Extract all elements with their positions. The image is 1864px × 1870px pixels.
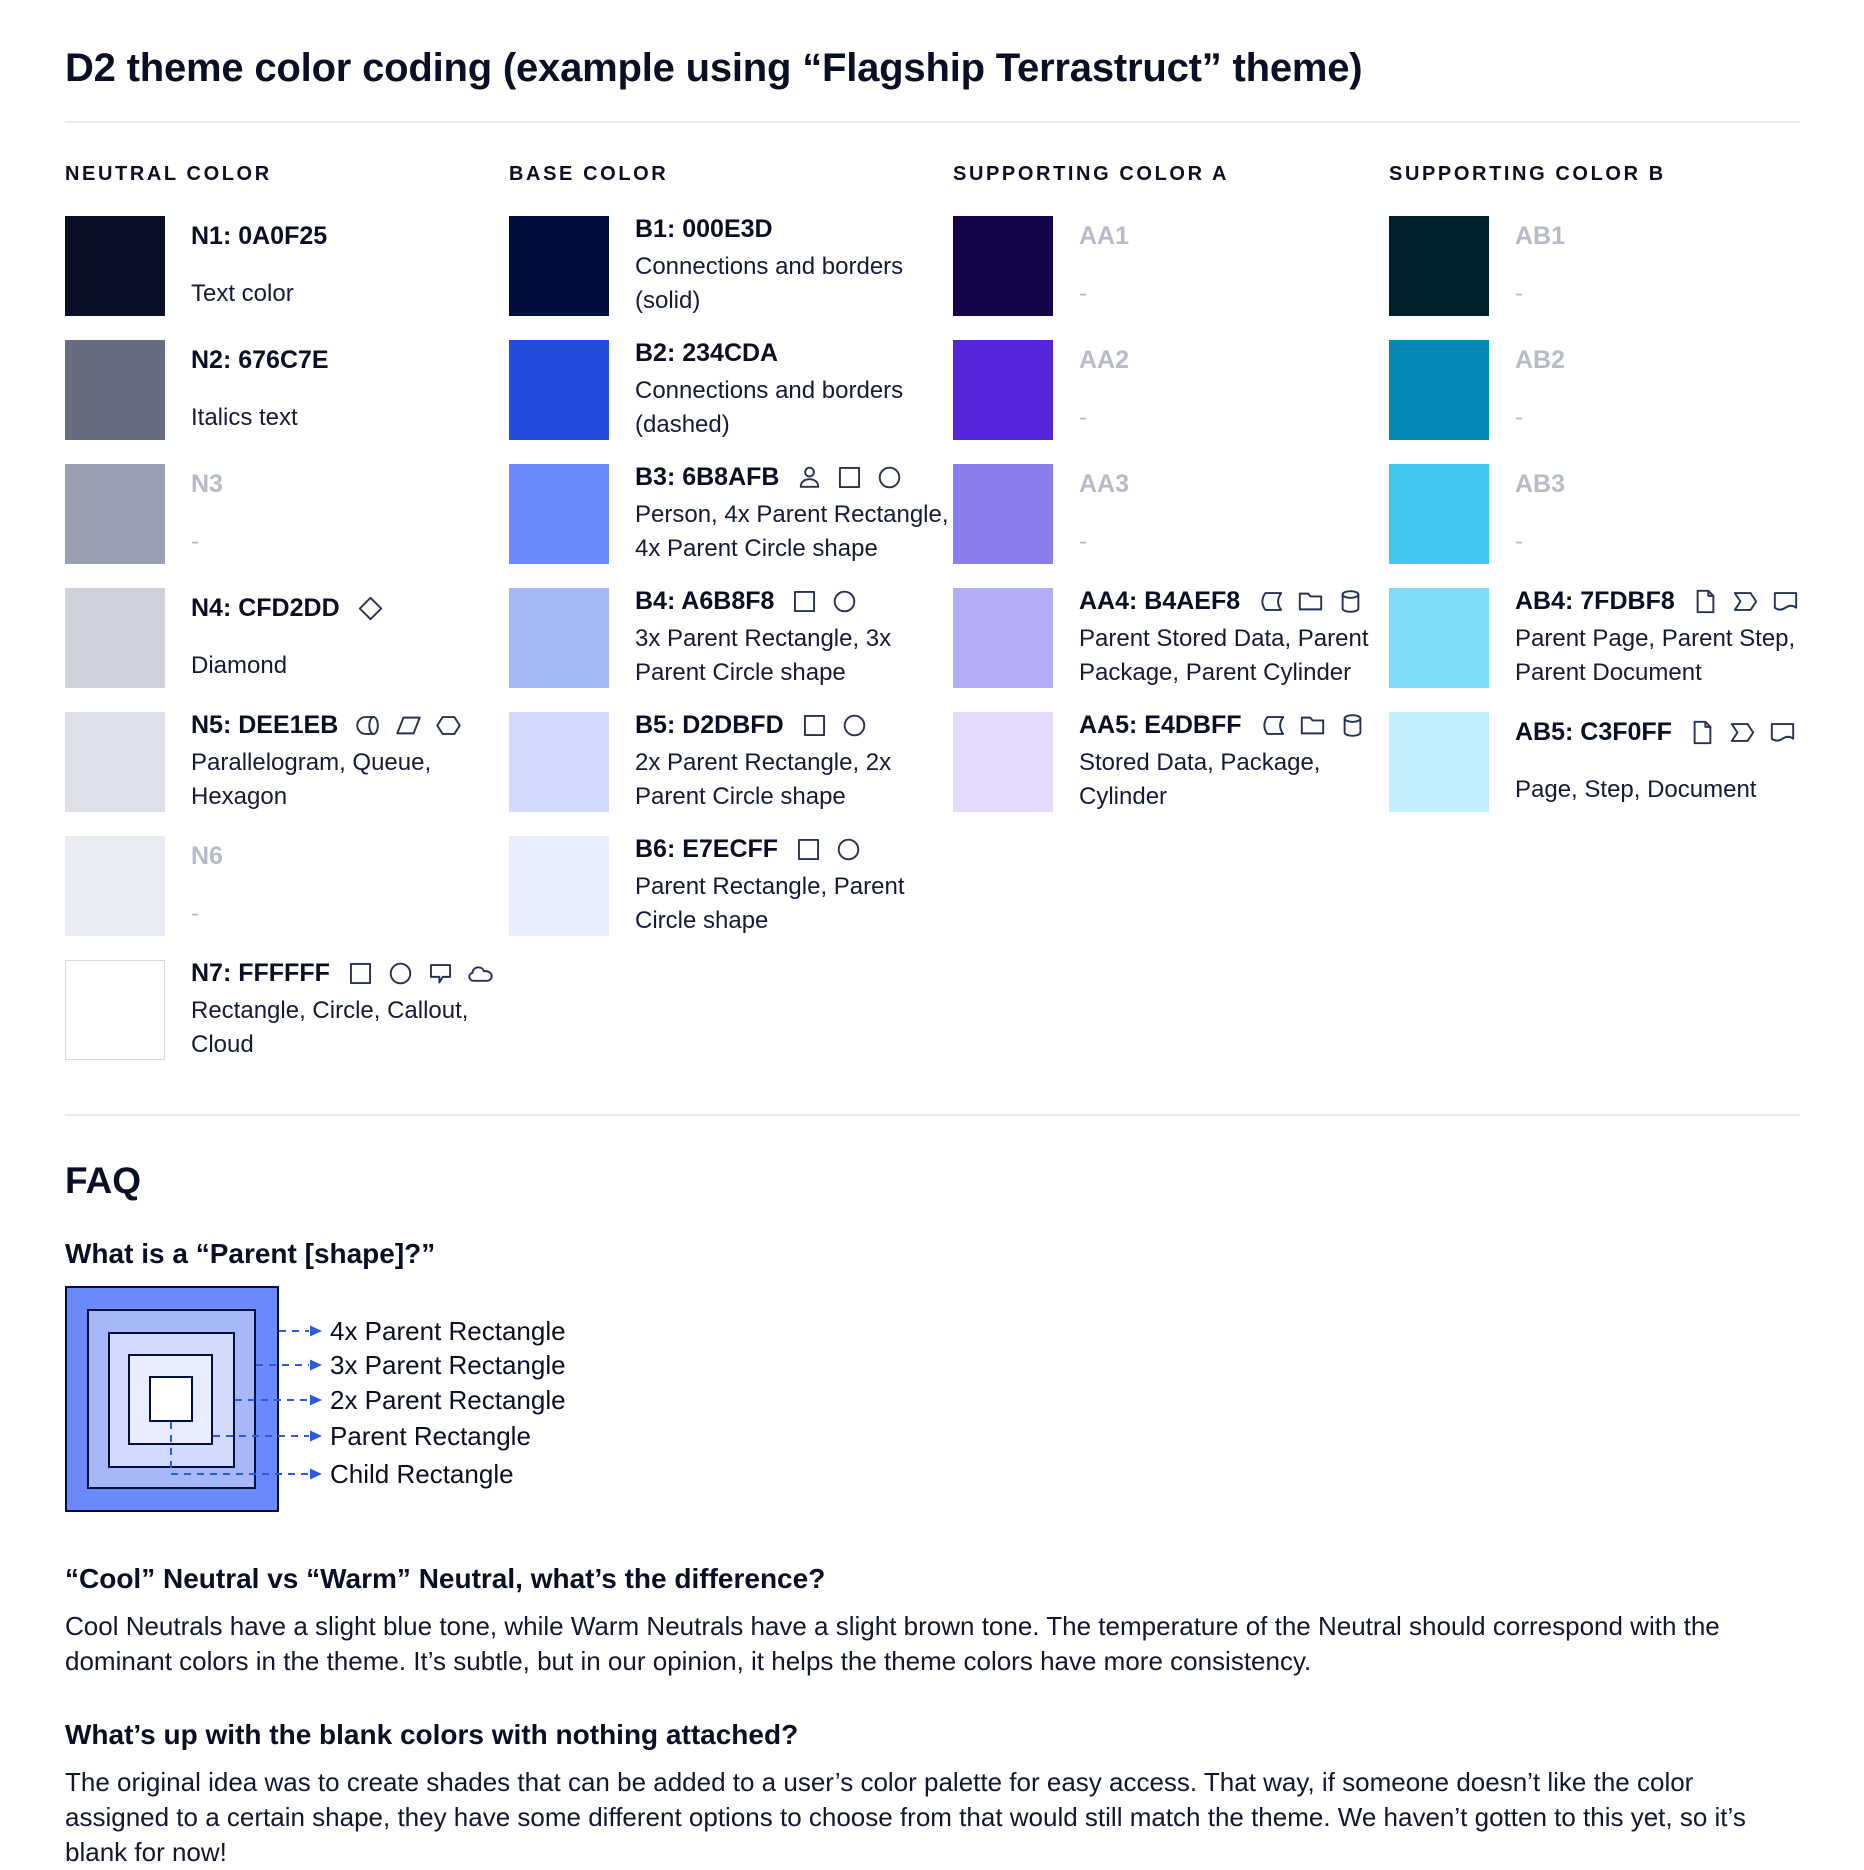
swatch-row: [509, 588, 953, 688]
document-icon: [1769, 719, 1796, 746]
color-swatch: [65, 216, 165, 316]
swatch-row: [65, 836, 509, 936]
swatch-description: Parallelogram, Queue, Hexagon: [191, 749, 432, 810]
swatch-description: 3x Parent Rectangle, 3x Parent Circle shape: [635, 625, 892, 686]
swatch-label: B3: 6B8AFB: [635, 463, 780, 492]
swatch-text: [1515, 587, 1800, 688]
swatch-label: B5: D2DBFD: [635, 711, 784, 740]
swatch-row: [953, 712, 1389, 812]
swatch-label: B2: 234CDA: [635, 339, 779, 368]
faq-q1-heading: What is a “Parent [shape]?”: [65, 1238, 436, 1269]
page-icon: [1689, 719, 1716, 746]
swatch-label: AA1: [1079, 221, 1130, 250]
swatch-text: [191, 594, 384, 682]
swatch-row: [1389, 216, 1800, 316]
document-icon: [1772, 588, 1799, 615]
nested-rectangles-svg: [65, 1286, 625, 1523]
faq-q2-heading: “Cool” Neutral vs “Warm” Neutral, what’s the difference?: [65, 1563, 826, 1594]
swatch-title-row: [1079, 346, 1129, 375]
swatch-row: [65, 464, 509, 564]
swatch-text: [191, 711, 509, 812]
swatch-description: Parent Rectangle, Parent Circle shape: [635, 873, 905, 934]
swatch-text: [1515, 346, 1565, 434]
faq-title: FAQ: [65, 1160, 142, 1201]
arrowhead-icon: [310, 1431, 322, 1442]
palette-column: [65, 163, 509, 1084]
swatch-text: [635, 339, 953, 440]
color-swatch: [509, 216, 609, 316]
package-icon: [1299, 712, 1326, 739]
hexagon-icon: [435, 712, 462, 739]
package-icon: [1297, 588, 1324, 615]
rectangle-icon: [836, 464, 863, 491]
cloud-icon: [467, 960, 494, 987]
arrowhead-icon: [310, 1326, 322, 1337]
swatch-description: -: [1515, 279, 1523, 307]
swatch-label: AA4: B4AEF8: [1079, 587, 1241, 616]
swatch-text: [1515, 222, 1565, 310]
swatch-text: [1079, 222, 1129, 310]
diagram-label: 3x Parent Rectangle: [330, 1350, 566, 1380]
arrowhead-icon: [310, 1469, 322, 1480]
swatch-title-row: [1079, 222, 1129, 251]
swatch-title-row: [191, 346, 329, 375]
swatch-title-row: [191, 842, 223, 871]
circle-icon: [876, 464, 903, 491]
swatch-row: [953, 588, 1389, 688]
swatch-row: [1389, 588, 1800, 688]
swatch-row: [65, 340, 509, 440]
swatch-row: [65, 588, 509, 688]
swatch-row: [953, 340, 1389, 440]
color-swatch: [1389, 588, 1489, 688]
swatch-label: N5: DEE1EB: [191, 711, 339, 740]
diagram-label: 2x Parent Rectangle: [330, 1385, 566, 1415]
column-header: SUPPORTING COLOR A: [953, 163, 1230, 185]
diagram-label: 4x Parent Rectangle: [330, 1316, 566, 1346]
swatch-title-row: [635, 835, 953, 864]
swatch-title-row: [1079, 587, 1389, 616]
swatch-title-row: [191, 470, 223, 499]
color-swatch: [509, 836, 609, 936]
color-swatch: [509, 340, 609, 440]
rectangle-icon: [791, 588, 818, 615]
color-swatch: [509, 588, 609, 688]
swatch-description: Stored Data, Package, Cylinder: [1079, 749, 1321, 810]
swatch-row: [1389, 340, 1800, 440]
swatch-title-row: [1515, 587, 1800, 616]
color-swatch: [65, 340, 165, 440]
swatch-label: B1: 000E3D: [635, 215, 773, 244]
swatch-description: Italics text: [191, 403, 298, 431]
diagram-label: Child Rectangle: [330, 1459, 514, 1489]
swatch-title-row: [1515, 470, 1565, 499]
color-swatch: [509, 464, 609, 564]
swatch-title-row: [635, 215, 953, 244]
swatch-title-row: [1079, 711, 1389, 740]
parallelogram-icon: [395, 712, 422, 739]
swatch-title-row: [191, 959, 509, 988]
column-header: SUPPORTING COLOR B: [1389, 163, 1666, 185]
swatch-label: N2: 676C7E: [191, 345, 329, 374]
swatch-row: [65, 216, 509, 316]
shape-icons: [347, 960, 494, 987]
swatch-label: AA5: E4DBFF: [1079, 711, 1242, 740]
swatch-description: Connections and borders (dashed): [635, 377, 904, 438]
swatch-title-row: [191, 594, 384, 623]
faq-section: [65, 1160, 1800, 1870]
swatch-row: [65, 712, 509, 812]
palette-column: [509, 163, 953, 1084]
rectangle-icon: [795, 836, 822, 863]
swatch-description: -: [1079, 527, 1087, 555]
swatch-row: [953, 464, 1389, 564]
swatch-description: Person, 4x Parent Rectangle, 4x Parent Circle shape: [635, 501, 949, 562]
swatch-title-row: [1079, 470, 1129, 499]
swatch-description: Diamond: [191, 651, 288, 679]
swatch-label: N6: [191, 841, 223, 870]
color-swatch: [1389, 712, 1489, 812]
swatch-description: Parent Page, Parent Step, Parent Document: [1515, 625, 1796, 686]
color-swatch: [953, 712, 1053, 812]
stored-data-icon: [1259, 712, 1286, 739]
shape-icons: [1257, 588, 1364, 615]
swatch-text: [1515, 470, 1565, 558]
swatch-row: [509, 712, 953, 812]
color-swatch: [65, 588, 165, 688]
callout-icon: [427, 960, 454, 987]
swatch-row: [509, 340, 953, 440]
swatch-row: [509, 464, 953, 564]
parent-shape-diagram: [65, 1286, 1800, 1523]
swatch-title-row: [635, 587, 953, 616]
swatch-label: N7: FFFFFF: [191, 959, 330, 988]
color-swatch: [65, 960, 165, 1060]
diagram-rect: [150, 1377, 192, 1421]
color-swatch: [953, 464, 1053, 564]
color-swatch: [65, 464, 165, 564]
swatch-description: -: [1515, 527, 1523, 555]
swatch-label: AA2: [1079, 345, 1130, 374]
swatch-description: -: [191, 527, 199, 555]
cylinder-icon: [1339, 712, 1366, 739]
shape-icons: [1259, 712, 1366, 739]
swatch-description: Connections and borders (solid): [635, 253, 904, 314]
swatch-label: AB1: [1515, 221, 1566, 250]
swatch-row: [509, 836, 953, 936]
color-swatch: [953, 588, 1053, 688]
swatch-text: [635, 835, 953, 936]
palette-grid: [65, 163, 1800, 1084]
swatch-label: AB4: 7FDBF8: [1515, 587, 1675, 616]
swatch-label: AB2: [1515, 345, 1566, 374]
page-title: D2 theme color coding (example using “Flagship Terrastruct” theme): [65, 46, 1363, 90]
shape-icons: [1692, 588, 1799, 615]
column-header: BASE COLOR: [509, 163, 669, 185]
swatch-title-row: [635, 339, 953, 368]
swatch-description: -: [1079, 403, 1087, 431]
swatch-label: B6: E7ECFF: [635, 835, 779, 864]
page-icon: [1692, 588, 1719, 615]
swatch-label: B4: A6B8F8: [635, 587, 775, 616]
swatch-title-row: [1515, 346, 1565, 375]
circle-icon: [387, 960, 414, 987]
color-swatch: [1389, 340, 1489, 440]
swatch-title-row: [191, 222, 327, 251]
faq-q3-answer: The original idea was to create shades that can be added to a user’s color palette for easy access. That way, if someone doesn’t like the color assigned to a certain shape, they have some different options to choose from that would still match the theme. We haven’t gotten to this yet, so it’s blank for now!: [65, 1767, 1746, 1868]
swatch-description: Parent Stored Data, Parent Package, Parent Cylinder: [1079, 625, 1369, 686]
swatch-label: N1: 0A0F25: [191, 221, 328, 250]
swatch-text: [1079, 711, 1389, 812]
swatch-text: [635, 463, 953, 564]
shape-icons: [796, 464, 903, 491]
swatch-text: [191, 470, 223, 558]
color-swatch: [509, 712, 609, 812]
swatch-title-row: [1515, 222, 1565, 251]
color-swatch: [65, 836, 165, 936]
color-swatch: [953, 340, 1053, 440]
swatch-label: AB3: [1515, 469, 1566, 498]
diamond-icon: [357, 595, 384, 622]
palette-column: [953, 163, 1389, 1084]
swatch-text: [191, 959, 509, 1060]
swatch-title-row: [1515, 718, 1796, 747]
circle-icon: [841, 712, 868, 739]
swatch-row: [1389, 464, 1800, 564]
swatch-row: [65, 960, 509, 1060]
swatch-row: [1389, 712, 1800, 812]
swatch-text: [1079, 346, 1129, 434]
rectangle-icon: [347, 960, 374, 987]
swatch-text: [635, 587, 953, 688]
swatch-text: [191, 842, 223, 930]
circle-icon: [831, 588, 858, 615]
swatch-label: N3: [191, 469, 223, 498]
color-swatch: [65, 712, 165, 812]
stored-data-icon: [1257, 588, 1284, 615]
palette-column: [1389, 163, 1800, 1084]
swatch-description: Text color: [191, 279, 294, 307]
swatch-label: N4: CFD2DD: [191, 593, 340, 622]
person-icon: [796, 464, 823, 491]
shape-icons: [791, 588, 858, 615]
top-divider: [65, 121, 1800, 123]
swatch-label: AA3: [1079, 469, 1130, 498]
swatch-description: Page, Step, Document: [1515, 775, 1757, 803]
diagram-label: Parent Rectangle: [330, 1421, 531, 1451]
rectangle-icon: [801, 712, 828, 739]
swatch-description: -: [191, 899, 199, 927]
shape-icons: [1689, 719, 1796, 746]
queue-icon: [355, 712, 382, 739]
swatch-row: [953, 216, 1389, 316]
color-swatch: [1389, 216, 1489, 316]
swatch-text: [1515, 718, 1796, 806]
swatch-text: [191, 346, 329, 434]
swatch-label: AB5: C3F0FF: [1515, 717, 1672, 746]
circle-icon: [835, 836, 862, 863]
swatch-description: -: [1079, 279, 1087, 307]
step-icon: [1729, 719, 1756, 746]
swatch-description: Rectangle, Circle, Callout, Cloud: [191, 997, 469, 1058]
shape-icons: [801, 712, 868, 739]
swatch-title-row: [635, 463, 953, 492]
faq-q3-heading: What’s up with the blank colors with nothing attached?: [65, 1719, 799, 1751]
color-swatch: [953, 216, 1053, 316]
swatch-description: 2x Parent Rectangle, 2x Parent Circle shape: [635, 749, 892, 810]
swatch-text: [635, 711, 953, 812]
swatch-text: [1079, 470, 1129, 558]
arrowhead-icon: [310, 1395, 322, 1406]
cylinder-icon: [1337, 588, 1364, 615]
color-swatch: [1389, 464, 1489, 564]
faq-q2-answer: Cool Neutrals have a slight blue tone, while Warm Neutrals have a slight brown tone. The temperature of the Neutral should correspond with the dominant colors in the theme. It’s subtle, but in our opinion, it helps the theme colors have more consistency.: [65, 1611, 1720, 1677]
swatch-title-row: [635, 711, 953, 740]
swatch-description: -: [1515, 403, 1523, 431]
swatch-text: [191, 222, 327, 310]
shape-icons: [357, 595, 384, 622]
swatch-text: [1079, 587, 1389, 688]
step-icon: [1732, 588, 1759, 615]
section-divider: [65, 1114, 1800, 1116]
shape-icons: [795, 836, 862, 863]
shape-icons: [355, 712, 462, 739]
swatch-row: [509, 216, 953, 316]
column-header: NEUTRAL COLOR: [65, 163, 272, 185]
swatch-title-row: [191, 711, 509, 740]
arrowhead-icon: [310, 1360, 322, 1371]
swatch-text: [635, 215, 953, 316]
